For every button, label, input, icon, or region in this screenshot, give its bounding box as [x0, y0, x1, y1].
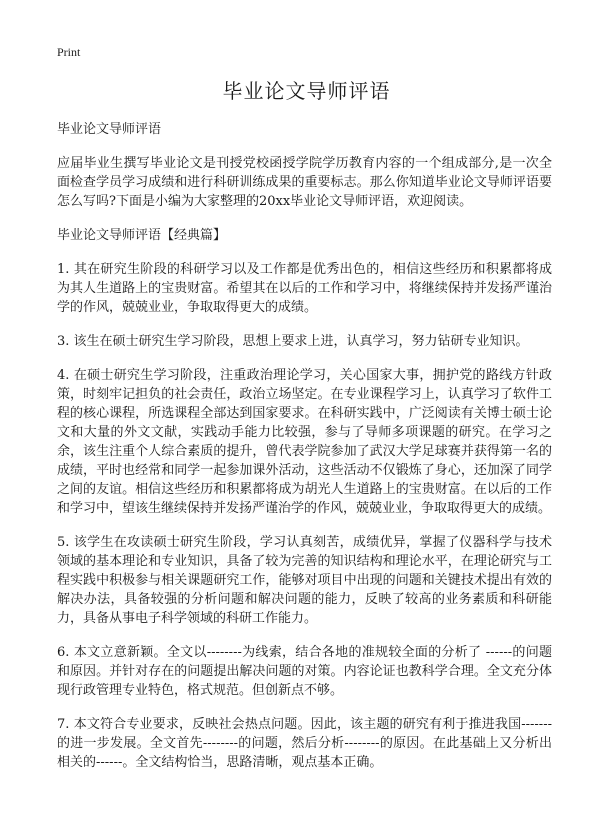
intro-paragraph: 应届毕业生撰写毕业论文是刊授党校函授学院学历教育内容的一个组成部分,是一次全面检查学员学习成绩和进行科研训练成果的重要标志。那么你知道毕业论文导师评语要怎么写吗?下面是小编为大家整理的20xx毕业论文导师评语，欢迎阅读。 — [57, 156, 552, 209]
comment-paragraph-5: 5. 该学生在攻读硕士研究生阶段，学习认真刻苦，成绩优异，掌握了仪器科学与技术领域的基本理论和专业知识，具备了较为完善的知识结构和理论水平，在理论研究与工程实践中积极参与相关课题研究工作，能够对项目中出现的问题和关键技术提出有效的解决办法，具备较强的分析问题和解决问题的能力，反映了较高的业务素质和科研能力，具备从事电子科学领域的科研工作能力。 — [57, 535, 552, 626]
comment-paragraph-6: 6. 本文立意新颖。全文以--------为线索，结合各地的准规较全面的分析了 ------的问题和原因。并针对存在的问题提出解决问题的对策。内容论证也教科学合理。全文充分体现行政管理专业特色，格式规范。但创新点不够。 — [57, 645, 552, 698]
document-subtitle: 毕业论文导师评语 — [57, 122, 162, 137]
comment-paragraph-7: 7. 本文符合专业要求，反映社会热点问题。因此，该主题的研究有利于推进我国-------的进一步发展。全文首先--------的问题，然后分析--------的原因。在此基础上又分析出相关的------。全文结构恰当，思路清晰，观点基本正确。 — [57, 717, 552, 770]
comment-paragraph-1: 1. 其在研究生阶段的科研学习以及工作都是优秀出色的，相信这些经历和积累都将成为其人生道路上的宝贵财富。希望其在以后的工作和学习中，将继续保持并发扬严谨治学的作风，兢兢业业，争取取得更大的成绩。 — [57, 262, 552, 315]
document-title: 毕业论文导师评语 — [222, 79, 391, 103]
comment-paragraph-3: 3. 该生在硕士研究生学习阶段，思想上要求上进，认真学习，努力钻研专业知识。 — [57, 334, 529, 349]
comment-paragraph-4: 4. 在硕士研究生学习阶段，注重政治理论学习，关心国家大事，拥护党的路线方针政策，时刻牢记担负的社会责任，政治立场坚定。在专业课程学习上，认真学习了软件工程的核心课程，所选课程全部达到国家要求。在科研实践中，广泛阅读有关博士硕士论文和大量的外文文献，实践动手能力比较强，参与了导师多项课题的研究。在学习之余，该生注重个人综合素质的提升，曾代表学院参加了武汉大学足球赛并获得第一名的成绩，平时也经常和同学一起参加课外活动，这些活动不仅锻炼了身心，还加深了同学之间的友谊。相信这些经历和积累都将成为胡光人生道路上的宝贵财富。在以后的工作和学习中，望该生继续保持并发扬严谨治学的作风，兢兢业业，争取取得更大的成绩。 — [57, 368, 552, 516]
section-heading: 毕业论文导师评语【经典篇】 — [57, 228, 227, 243]
print-link[interactable]: Print — [57, 45, 81, 59]
